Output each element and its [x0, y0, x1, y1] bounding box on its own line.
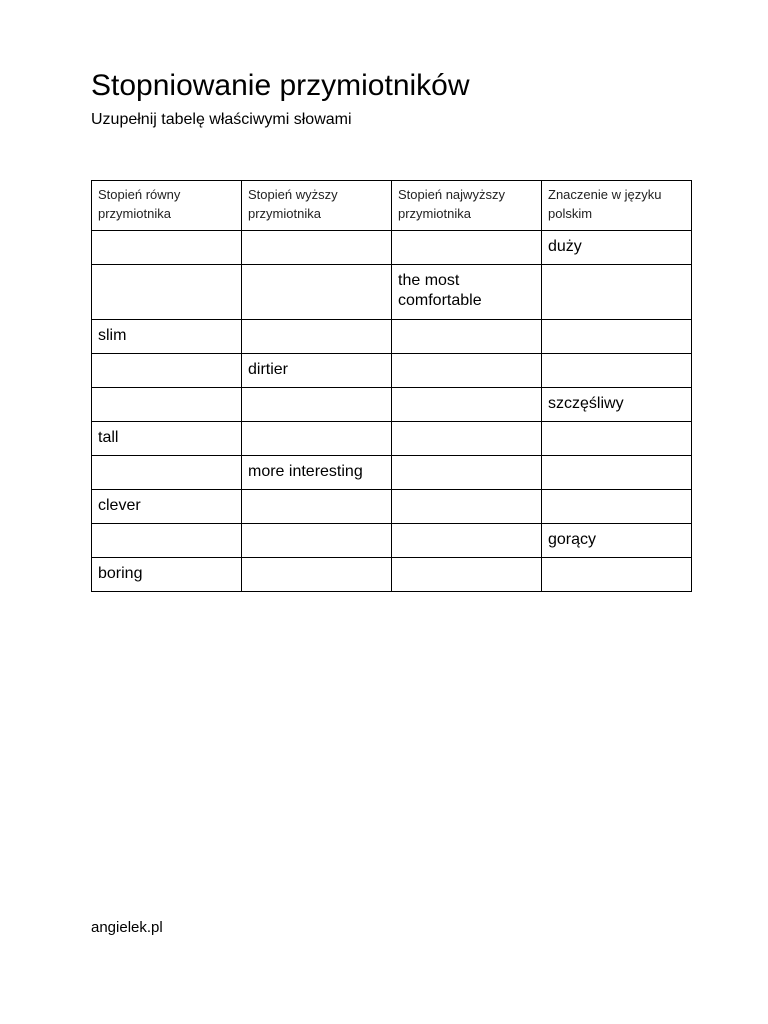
- table-cell-positive: [92, 231, 242, 265]
- table-cell-superlative: [392, 231, 542, 265]
- table-cell-positive: [92, 265, 242, 320]
- page-subtitle: Uzupełnij tabelę właściwymi słowami: [91, 111, 352, 128]
- footer-site-name: angielek.pl: [91, 919, 163, 936]
- table-cell-positive: slim: [92, 320, 242, 354]
- table-cell-superlative: [392, 524, 542, 558]
- table-container: [91, 180, 692, 592]
- table-cell-meaning: [542, 354, 692, 388]
- table-cell-positive: [92, 388, 242, 422]
- table-row: [92, 490, 692, 524]
- header-comparative-degree: Stopień wyższy przymiotnika: [242, 181, 392, 231]
- table-cell-superlative: [392, 490, 542, 524]
- table-cell-meaning: [542, 490, 692, 524]
- table-cell-superlative: the most comfortable: [392, 265, 542, 320]
- table-row: [92, 558, 692, 592]
- table-cell-comparative: [242, 558, 392, 592]
- table-cell-comparative: dirtier: [242, 354, 392, 388]
- table-row: [92, 231, 692, 265]
- table-cell-meaning: [542, 265, 692, 320]
- table-cell-meaning: [542, 320, 692, 354]
- table-cell-meaning: szczęśliwy: [542, 388, 692, 422]
- table-cell-superlative: [392, 422, 542, 456]
- page-title: Stopniowanie przymiotników: [91, 69, 470, 102]
- table-cell-positive: [92, 456, 242, 490]
- table-cell-comparative: [242, 231, 392, 265]
- table-row: [92, 388, 692, 422]
- table-cell-comparative: [242, 524, 392, 558]
- adjective-degrees-table: [91, 180, 692, 592]
- table-cell-positive: boring: [92, 558, 242, 592]
- table-cell-positive: clever: [92, 490, 242, 524]
- table-row: [92, 265, 692, 320]
- table-cell-meaning: duży: [542, 231, 692, 265]
- table-cell-superlative: [392, 388, 542, 422]
- table-cell-superlative: [392, 456, 542, 490]
- table-cell-meaning: [542, 456, 692, 490]
- table-row: [92, 456, 692, 490]
- table-row: [92, 524, 692, 558]
- table-cell-superlative: [392, 558, 542, 592]
- table-cell-comparative: [242, 422, 392, 456]
- table-cell-meaning: [542, 558, 692, 592]
- table-cell-comparative: more interesting: [242, 456, 392, 490]
- table-row: [92, 422, 692, 456]
- table-cell-meaning: gorący: [542, 524, 692, 558]
- table-cell-comparative: [242, 490, 392, 524]
- header-positive-degree: Stopień równy przymiotnika: [92, 181, 242, 231]
- table-cell-comparative: [242, 388, 392, 422]
- table-cell-positive: [92, 524, 242, 558]
- table-header-row: [92, 181, 692, 231]
- table-cell-meaning: [542, 422, 692, 456]
- table-cell-superlative: [392, 354, 542, 388]
- table-cell-superlative: [392, 320, 542, 354]
- table-cell-comparative: [242, 265, 392, 320]
- table-cell-positive: [92, 354, 242, 388]
- header-polish-meaning: Znaczenie w języku polskim: [542, 181, 692, 231]
- table-row: [92, 354, 692, 388]
- header-superlative-degree: Stopień najwyższy przymiotnika: [392, 181, 542, 231]
- table-cell-positive: tall: [92, 422, 242, 456]
- table-row: [92, 320, 692, 354]
- table-cell-comparative: [242, 320, 392, 354]
